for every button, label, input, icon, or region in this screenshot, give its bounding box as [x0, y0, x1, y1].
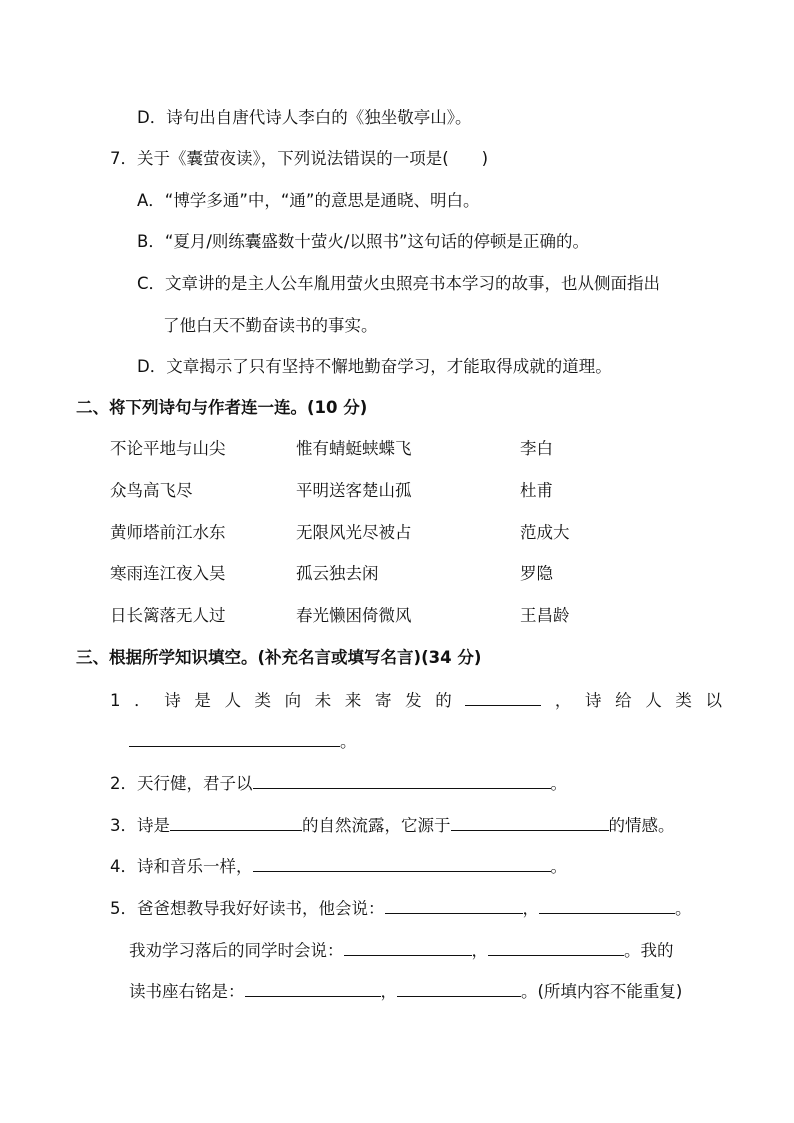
match-author: 罗隐 — [520, 564, 553, 583]
q3-4 — [110, 856, 567, 878]
q3-1-char: 类 — [675, 691, 692, 710]
q3-1-char: 发 — [405, 691, 422, 710]
q3-5-blank-1[interactable] — [385, 899, 523, 914]
q3-2-end: 。 — [550, 774, 567, 793]
q3-1-end: 。 — [340, 732, 357, 751]
q3-5-blank-3[interactable] — [344, 941, 472, 956]
q3-5-comma: ， — [522, 899, 539, 918]
q7-option-c-line2: 了他白天不勤奋读书的事实。 — [163, 316, 378, 335]
section3-title: 三、根据所学知识填空。(补充名言或填写名言)(34 分) — [76, 648, 482, 667]
q3-1-char: 给 — [615, 691, 632, 710]
q3-1-char: 的 — [435, 691, 452, 710]
q7-option-c-line1: C．文章讲的是主人公车胤用萤火虫照亮书本学习的故事，也从侧面指出 — [137, 274, 661, 293]
q3-3-mid: 的自然流露，它源于 — [302, 816, 451, 835]
match-line-right: 无限风光尽被占 — [296, 523, 412, 542]
q7-option-a: A．“博学多通”中，“通”的意思是通晓、明白。 — [137, 191, 480, 210]
match-line-right: 惟有蜻蜓蛱蝶飞 — [296, 439, 412, 458]
q3-5-blank-5[interactable] — [245, 982, 381, 997]
match-line-right: 孤云独去闲 — [296, 564, 379, 583]
q3-3-blank-2[interactable] — [451, 816, 609, 831]
q3-1-char: 类 — [254, 691, 272, 710]
q3-2 — [110, 773, 567, 795]
q3-4-blank[interactable] — [253, 857, 551, 872]
q3-1-comma: ， — [554, 691, 572, 710]
q7-option-d: D．文章揭示了只有坚持不懈地勤奋学习，才能取得成就的道理。 — [137, 357, 612, 376]
q3-3-blank-1[interactable] — [170, 816, 302, 831]
q3-5-line2 — [129, 940, 674, 962]
q3-5-blank-6[interactable] — [397, 982, 521, 997]
match-author: 范成大 — [520, 523, 570, 542]
q3-5-line2-prompt: 我劝学习落后的同学时会说： — [129, 941, 344, 960]
q3-5-blank-2[interactable] — [539, 899, 675, 914]
q3-5-line3-comma: ， — [380, 982, 397, 1001]
q3-1-blank-2[interactable] — [129, 732, 340, 747]
q3-4-end: 。 — [550, 857, 567, 876]
q3-4-prompt: 4．诗和音乐一样， — [110, 857, 253, 876]
match-author: 王昌龄 — [520, 606, 570, 625]
q3-1-char: 以 — [705, 691, 722, 710]
q3-1-char: 人 — [224, 691, 241, 710]
q3-1-char: 是 — [194, 691, 211, 710]
match-line-left: 寒雨连江夜入吴 — [110, 564, 226, 583]
q3-1-line2 — [129, 731, 357, 753]
q3-1-char: 未 — [314, 691, 332, 710]
q7-stem: 7．关于《囊萤夜读》，下列说法错误的一项是( ) — [110, 149, 489, 168]
q7-option-b: B．“夏月/则练囊盛数十萤火/以照书”这句话的停顿是正确的。 — [137, 232, 590, 251]
q3-1-line1 — [110, 690, 722, 712]
match-line-left: 日长篱落无人过 — [110, 606, 226, 625]
q3-2-blank[interactable] — [253, 774, 551, 789]
q3-2-prompt: 2．天行健，君子以 — [110, 774, 253, 793]
section2-title: 二、将下列诗句与作者连一连。(10 分) — [76, 398, 368, 417]
q3-1-char: 人 — [645, 691, 662, 710]
match-line-left: 众鸟高飞尽 — [110, 481, 193, 500]
match-author: 李白 — [520, 439, 553, 458]
match-line-left: 不论平地与山尖 — [110, 439, 226, 458]
q3-1-blank-1[interactable] — [465, 691, 541, 706]
q3-5-line3-end: 。(所填内容不能重复) — [521, 982, 683, 1001]
q3-1-char: 向 — [284, 691, 302, 710]
q3-5-line2-comma: ， — [471, 941, 488, 960]
q3-5-blank-4[interactable] — [488, 941, 624, 956]
q3-3-prompt: 3．诗是 — [110, 816, 170, 835]
q3-3 — [110, 815, 675, 837]
q3-5-line1 — [110, 898, 692, 920]
q3-5-line2-end: 。我的 — [624, 941, 674, 960]
q3-1-char: 诗 — [164, 691, 181, 710]
q3-1-char: 诗 — [585, 691, 602, 710]
q3-1-char: ． — [134, 691, 151, 710]
q3-5-line3 — [129, 981, 682, 1003]
q3-5-end: 。 — [675, 899, 692, 918]
q3-1-char: 寄 — [374, 691, 392, 710]
match-author: 杜甫 — [520, 481, 553, 500]
q6-option-d: D．诗句出自唐代诗人李白的《独坐敬亭山》。 — [137, 108, 472, 127]
match-line-right: 平明送客楚山孤 — [296, 481, 412, 500]
q3-3-end: 的情感。 — [608, 816, 675, 835]
match-line-left: 黄师塔前江水东 — [110, 523, 226, 542]
q3-1-char: 1 — [110, 691, 121, 710]
q3-1-char: 来 — [344, 691, 362, 710]
q3-5-line3-prompt: 读书座右铭是： — [129, 982, 245, 1001]
match-line-right: 春光懒困倚微风 — [296, 606, 412, 625]
q3-5-prompt: 5．爸爸想教导我好好读书，他会说： — [110, 899, 385, 918]
